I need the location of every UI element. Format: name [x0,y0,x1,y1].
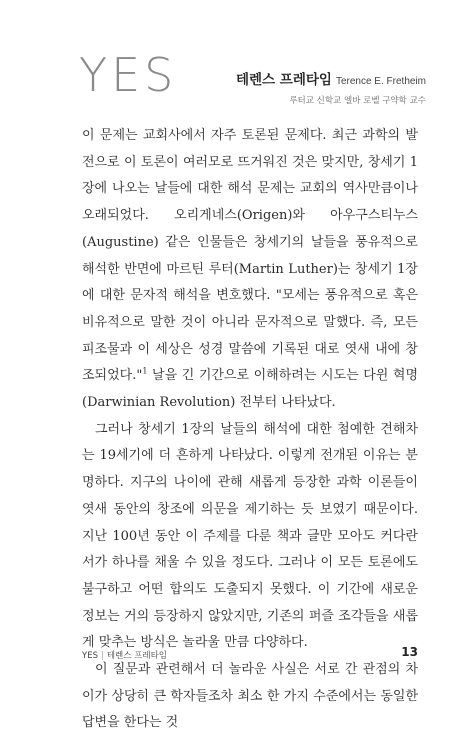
running-footer [82,649,167,661]
body-paragraph: 이 질문과 관련해서 더 놀라운 사실은 서로 간 관점의 차이가 상당히 큰 학자들조차 최소 한 가지 수준에서는 동일한 답변을 한다는 것 [82,662,418,731]
paragraph-text-continuation: 날을 긴 기간으로 이해하려는 시도는 다윈 혁명(Darwinian Revolution) 전부터 나타났다. [82,368,418,411]
footnote-marker[interactable]: 1 [142,367,148,376]
page-number: 13 [401,645,418,659]
author-name-english: Terence E. Fretheim [335,76,426,87]
author-name [236,68,426,88]
running-head: YES [82,651,98,661]
author-block [236,68,426,106]
paragraph-text: 이 문제는 교회사에서 자주 토론된 문제다. 최근 과학의 발전으로 이 토론이 여러모로 뜨거워진 것은 맞지만, 창세기 1장에 나오는 날들에 대한 해석 문제는 교회의 역사만큼이나 오래되었다. 오리게네스(Origen)와 아우구스티누스(Augustine) 같은 인물들은 창세기의 날들을 풍유적으로 해석한 반면에 마르틴 루터(Martin Luther)는 창세기 1장에 대한 문자적 해석을 변호했다. "모세는 풍유적으로 혹은 비유적으로 말한 것이 아니라 문자적으로 말했다. 즉, 모든 피조물과 이 세상은 성경 말씀에 기록된 대로 엿새 내에 창조되었다." [82,128,418,384]
body-paragraph [82,123,418,417]
body-paragraph: 그러나 창세기 1장의 날들의 해석에 대한 첨예한 견해차는 19세기에 더 흔하게 나타났다. 이렇게 전개된 이유는 분명하다. 지구의 나이에 관해 새롭게 등장한 과학 이론들이 엿새 동안의 창조에 의문을 제기하는 듯 보였기 때문이다. 지난 100년 동안 이 주제를 다룬 책과 글만 모아도 커다란 서가 하나를 채울 수 있을 정도다. 그러나 이 모든 토론에도 불구하고 어떤 합의도 도출되지 못했다. 이 기간에 새로운 정보는 거의 등장하지 않았지만, 기존의 퍼즐 조각들을 새롭게 맞추는 방식은 놀라울 만큼 다양하다. [82,421,418,651]
footer-divider: | [100,651,104,661]
author-affiliation: 루터교 신학교 엘바 로벨 구약학 교수 [289,96,426,106]
body-text [82,123,418,737]
running-author: 테렌스 프레타임 [106,651,168,661]
section-title: YES [79,48,178,102]
author-name-korean: 테렌스 프레타임 [235,72,332,88]
